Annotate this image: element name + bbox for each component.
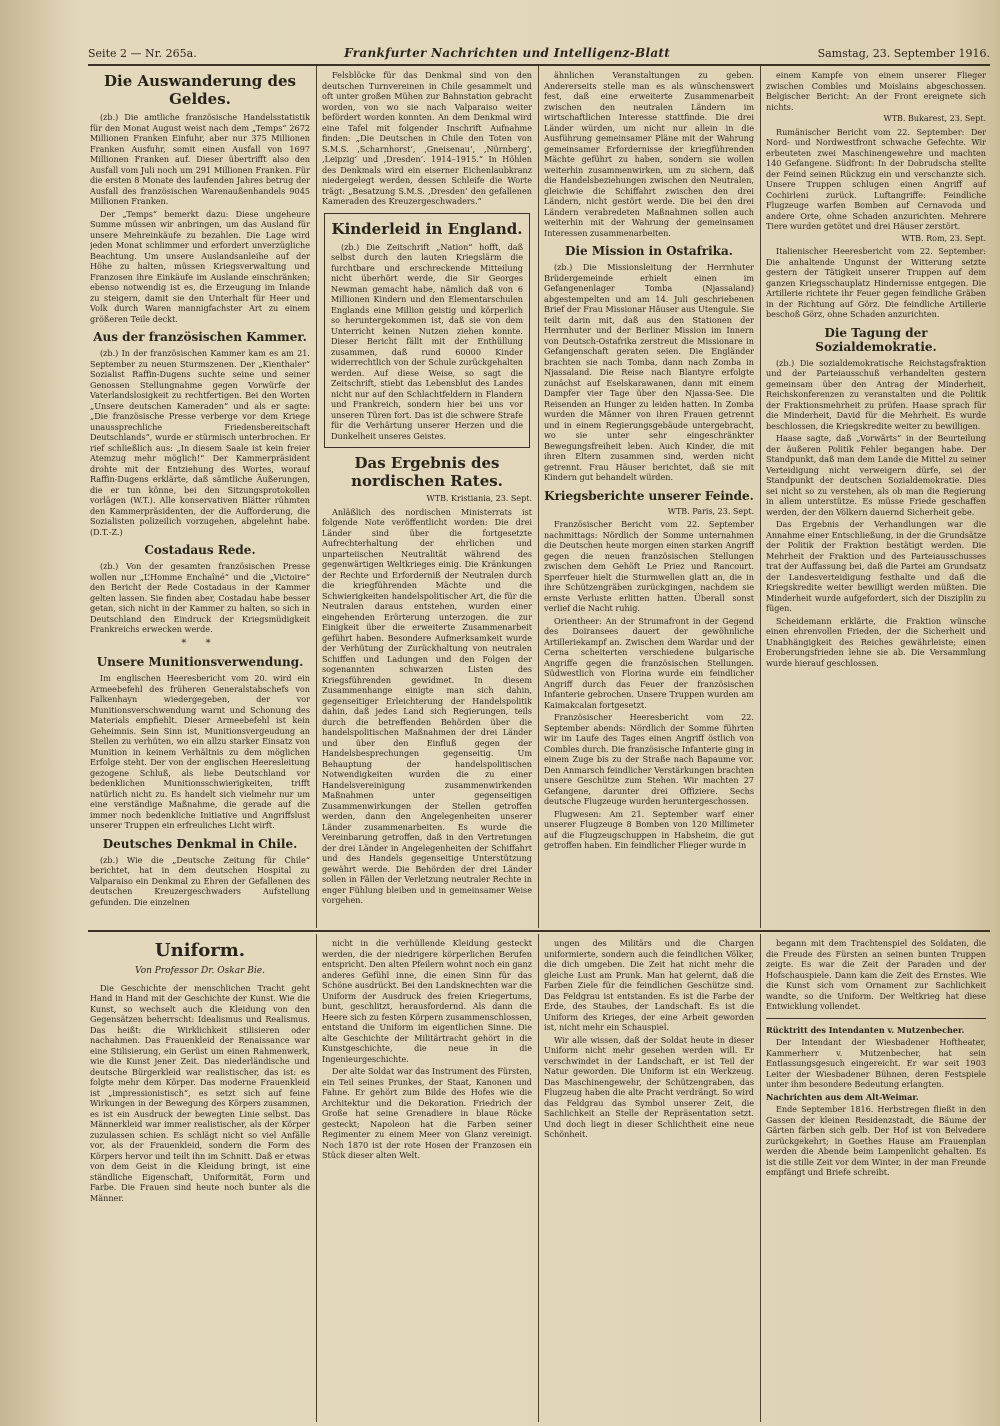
header-masthead: Frankfurter Nachrichten und Intelligenz-Blatt: [344, 46, 671, 60]
headline-costadau: Costadaus Rede.: [144, 543, 256, 557]
section-separator: * *: [181, 637, 219, 649]
page-binding-shadow: [0, 0, 80, 1426]
note-paragraph: Ende September 1816. Herbstregen fließt in den Gassen der kleinen Residenzstadt, die Bäume der Gärten färben sich gelb. Der Hof ist von Belvedere zurückgekehrt; in Goethes Hause am Frauenplan werden die Abende beim Lampenlicht gehalten. Es ist die stille Zeit vor dem Winter, in der man Freunde empfängt und Briefe schreibt.: [766, 1104, 986, 1177]
article-paragraph: Französischer Bericht vom 22. September nachmittags: Nördlich der Somme unternahmen die Deutschen heute morgen einen starken Angriff gegen die neuen französischen Stellungen zwischen dem Gehöft Le Priez und Rancourt. Sperrfeuer hielt die Sturmwellen glatt an, die in ihre Schützengräben zurückgingen, nachdem sie ernste Verluste erlitten hatten. Überall sonst verlief die Nacht ruhig.: [544, 519, 754, 613]
article-paragraph: (zb.) Die Zeitschrift „Nation“ hofft, daß selbst durch den lauten Kriegslärm die furchtbare und erschreckende Mitteilung nicht überhört werde, die Sir Georges Newman gemacht habe, nämlich daß von 6 Millionen Kindern und den Elementarschulen Englands eine Million geistig und körperlich so heruntergekommen ist, daß sie von dem Unterricht keinen Nutzen ziehen konnte. Dieser Bericht fällt mit der Enthüllung zusammen, daß rund 60000 Kinder widerrechtlich von der Schule zurückgehalten werden. Auf diese Weise, so sagt die Zeitschrift, stiebt das Lebensblut des Landes nicht nur auf den Schlachtfeldern in Flandern und Frankreich, sondern hier bei uns vor unseren Türen fort. Das ist die schwere Strafe für die Verhärtung unserer Herzen und die Dunkelheit unseres Geistes.: [331, 241, 523, 441]
feuilleton-paragraph: Die Geschichte der menschlichen Tracht geht Hand in Hand mit der Geschichte der Kunst. Wie die Kunst, so wechselt auch die Kleidung von den Gegensätzen beherrscht: Idealismus und Realismus. Das heißt: die Wirklichkeit stilisieren oder nachahmen. Das Frauenkleid der Renaissance war eine Stilisierung, ein Gerüst um einen Rahmenwerk, wie die Kunst jener Zeit. Das niederländische und deutsche Bürgerkleid war realistischer, das ist: es folgte mehr dem Körper. Das moderne Frauenkleid ist „impressionistisch“, es setzt sich auf feine Wirkungen in der Bewegung des Körpers zusammen, es ist ein Ausdruck der bewegten Linie selbst. Das Männerkleid war immer realistischer, als der Körper zuzulassen schien. Es schlägt nicht so viel Anfälle vor, als der Frauenkleid, sondern die Form des Körpers hervor und teilt ihn im Schnitt. Daß er etwas von dem Geist in die Kleidung bringt, ist eine ständliche Eigenschaft, Uniformität, Form und Farbe. Die Frauen sind heute noch bunter als die Männer.: [90, 982, 310, 1203]
feuilleton-column-4: [766, 938, 986, 1422]
byline: Von Professor Dr. Oskar Bie.: [135, 966, 265, 976]
feuilleton-paragraph: Der alte Soldat war das Instrument des Fürsten, ein Teil seines Prunkes, der Staat, Kanonen und Fahne. Er gehört zum Bilde des Hofes wie die Architektur und die Dekoration. Friedrich der Große hat seine Grenadiere in blaue Röcke gesteckt; Napoleon hat die Farben seiner Regimenter zu einem Meer von Glanz vereinigt. Noch 1870 ist der rote Hosen der Franzosen ein Stück dieser alten Welt.: [322, 1066, 532, 1160]
feuilleton-column-1: [90, 938, 310, 1422]
feuilleton-rule: [88, 930, 990, 932]
column-2: [322, 70, 532, 926]
article-paragraph: Flugwesen: Am 21. September warf einer unserer Flugzeuge 8 Bomben von 120 Millimeter auf die Flugzeugschuppen in Habsheim, die gut getroffen haben. Ein feindlicher Flieger wurde in: [544, 808, 754, 850]
note-rule: [766, 1018, 986, 1019]
headline-auswanderung: Die Auswanderung des Geldes.: [104, 72, 296, 108]
article-paragraph: Anläßlich des nordischen Ministerrats ist folgende Note veröffentlicht worden: Die drei Länder sind über die fortgesetzte Aufrechterhaltung der ehrlichen und unparteiischen Neutralität während des gegenwärtigen Weltkrieges einig. Die Kränkungen der Rechte und Erforderniß der Neutralen durch die kriegführenden Mächte und die Schwierigkeiten handelspolitischer Art, die für die Neutralen daraus entstehen, wurden einer eingehenden Erörterung unterzogen. die zur Einigkeit über die erweiterte Zusammenarbeit geführt haben. Besondere Aufmerksamkeit wurde der Verhütung der Zurückhaltung von neutralen Schiffen und Ladungen und den Folgen der sogenannten schwarzen Listen des Kriegsführenden gewidmet. In diesem Zusammenhange einigte man sich dahin, gegenseitiger Erleichterung der Handelspolitik dahin, daß jedes Land sich Regierungen, teils durch die betreffenden Behörden über die handelspolitischen Maßnahmen der drei Länder und über den Einfluß gegen der Handelsbesprechungen gegenseitig. Um Behauptung der handelspolitischen Notwendigkeiten wurden die zu einer Handelsvereinigung zusammenwirkenden Maßnahmen unter gegenseitigen Zusammenwirkungen der Stellen getroffen werden, dann den Angelegenheiten unserer Länder zusammenarbeiten. Es wurde die Vereinbarung getroffen, daß in den Vertretungen der drei Länder in Angelegenheiten der Schiffahrt und des Handels gegenseitige Unterstützung gewährt werde. Die Behörden der drei Länder sollen in Fällen der Verletzung neutraler Rechte in enger Fühlung bleiben und in gemeinsamer Weise vorgehen.: [322, 506, 532, 905]
headline-mission-ostafrika: Die Mission in Ostafrika.: [565, 244, 733, 258]
article-paragraph: (zb.) Von der gesamten französischen Presse wollen nur „L’Homme Enchaîné“ und die „Victoire“ den Bericht der Rede Costadaus in der Kammer gelten lassen. Sie finden aber, Costadau habe besser getan, sich nicht in der Kammer zu halten, so sich in Deutschland den Eindruck der Kriegsmüdigkeit Frankreichs erwecken werde.: [90, 561, 310, 634]
headline-nordischer-rat: Das Ergebnis des nordischen Rates.: [351, 454, 503, 490]
dateline: WTB. Bukarest, 23. Sept.: [883, 114, 986, 123]
header-page-number: Seite 2 — Nr. 265a.: [88, 46, 197, 60]
column-rule: [316, 66, 317, 928]
headline-denkmal-chile: Deutsches Denkmal in Chile.: [102, 836, 298, 851]
article-paragraph: (zb.) Die sozialdemokratische Reichstagsfraktion und der Parteiausschuß verhandelten gestern gemeinsam über den Antrag der Minderheit, Reichskonferenzen zu veranstalten und die Politik der Fraktionsmehrheit zu prüfen. Haase sprach für die Minderheit, David für die Mehrheit. Es wurde beschlossen, die Kriegskredite weiter zu bewilligen.: [766, 357, 986, 431]
dateline: WTB. Kristiania, 23. Sept.: [426, 494, 532, 503]
column-3: [544, 70, 754, 926]
dateline: WTB. Paris, 23. Sept.: [667, 506, 754, 516]
note-title: Nachrichten aus dem Alt-Weimar.: [766, 1091, 919, 1102]
article-paragraph: Italienischer Heeresbericht vom 22. September: Die anhaltende Ungunst der Witterung setzte gestern der Tätigkeit unserer Truppen auf dem ganzen Kriegsschauplatz Hindernisse entgegen. Die Artillerie richtete ihr Feuer gegen feindliche Gräben in der Richtung auf Görz. Die feindliche Artillerie beschoß Görz, ohne Schaden anzurichten.: [766, 246, 986, 319]
column-rule: [760, 66, 761, 928]
page-header: [88, 42, 990, 66]
feuilleton-column-3: [544, 938, 754, 1422]
article-paragraph: Orientheer: An der Strumafront in der Gegend des Doiransees dauert der gewöhnliche Artilleriekampf an. Zwischen dem Wardar und der Cerna scheiterten verschiedene bulgarische Angriffe gegen die französischen Stellungen. Südwestlich von Florina wurde ein feindlicher Angriff durch das Feuer der französischen Infanterie gebrochen. Unsere Truppen wurden am Kaimakcalan fortgesetzt.: [544, 615, 754, 710]
note-title: Rücktritt des Intendanten v. Mutzenbecher.: [766, 1024, 965, 1035]
column-rule: [316, 934, 317, 1422]
feuilleton-paragraph: nicht in die verhüllende Kleidung gesteckt werden, die der niedrigere körperlichen Berufen entspricht. Den alten Pfeilern wohnt noch ein ganz anderes Gefühl inne, die einen Sinn für das Schöne ausdrückt. Bei den Landsknechten war die Uniform der Ausdruck des freien Kriegertums, bunt, geschlitzt, herausfordernd. Als dann die Heere sich zu festen Körpern zusammenschlossen, entstand die Uniform im eigentlichen Sinne. Die alte Geschichte der Militärtracht gehört in die Kunstgeschichte, die neue in die Ingenieurgeschichte.: [322, 938, 532, 1064]
column-rule: [538, 934, 539, 1422]
headline-kriegsberichte: Kriegsberichte unserer Feinde.: [544, 488, 754, 503]
headline-munition: Unsere Munitionsverwendung.: [96, 655, 304, 669]
feuilleton-paragraph: begann mit dem Trachtenspiel des Soldaten, die die Freude des Fürsten an seinen bunten Truppen zeigte. Es war die Zeit der Paraden und der Hofschauspiele. Dann kam die Zeit des Ernstes. Wie die Kunst sich vom Ornament zur Sachlichkeit wandte, so die Uniform. Der Weltkrieg hat diese Entwicklung vollendet.: [766, 938, 986, 1011]
headline-kinderleid: Kinderleid in England.: [331, 219, 523, 238]
article-paragraph: (zb.) Die Missionsleitung der Herrnhuter Brüdergemeinde erhielt einen im Gefangenenlager Tomba (Njassaland) abgestempelten und am 14. Juli geschriebenen Brief der Frau Missionar Häuser aus Utengule. Sie teilt darin mit, daß aus den Stationen der Herrnhuter und der Berliner Mission im Innern von Deutsch-Ostafrika zerstreut die Missionare in Gefangenschaft geraten seien. Die Engländer brachten sie nach Tomba, dann nach Zomba in Njassaland. Die Reise nach Blantyre erfolgte zunächst auf Eselskarawanen, dann mit einem Dampfer vier Tage über den Njassa-See. Die Reisenden an Hunger zu leiden hatten. In Zomba wurden die Männer von ihren Frauen getrennt und in einem Regierungsgebäude untergebracht, wo sie unter sehr eingeschränkter Bewegungsfreiheit leben. Auch Kinder, die mit ihren Eltern zusammen sind, werden nicht getrennt. Frau Häuser berichtet, daß sie mit Kindern gut behandelt würden.: [544, 262, 754, 482]
headline-sozialdemokratie: Die Tagung der Sozialdemokratie.: [815, 325, 937, 354]
column-rule: [538, 66, 539, 928]
note-paragraph: Der Intendant der Wiesbadener Hoftheater, Kammerherr v. Mutzenbecher, hat sein Entlassungsgesuch eingereicht. Er war seit 1903 Leiter der Wiesbadener Bühnen, deren Festspiele unter ihm besondere Bedeutung erlangten.: [766, 1037, 986, 1089]
feuilleton-paragraph: Wir alle wissen, daß der Soldat heute in dieser Uniform nicht mehr gesehen werden will. Er verschwindet in der Landschaft, er ist Teil der Natur geworden. Die Uniform ist ein Werkzeug. Das Maschinengewehr, der Schützengraben, das Flugzeug haben die alte Pracht verdrängt. So wird das Feldgrau das Symbol unserer Zeit, die Sachlichkeit an Stelle der Repräsentation setzt. Und doch liegt in dieser Schlichtheit eine neue Schönheit.: [544, 1034, 754, 1139]
article-paragraph: ähnlichen Veranstaltungen zu geben. Andererseits stelle man es als wünschenswert fest, daß eine erweiterte Zusammenarbeit zwischen den neutralen Ländern im wirtschaftlichen Interesse stattfinde. Die drei Länder würden, um nicht nur allein in die Ausführung gemeinsamer Pläne mit der Wahrung gemeinsamer Erfordernisse der kriegführenden Mächte geführt zu haben, sondern sie wollen weiterhin zusammenwirken, um zu sichern, daß die Handelsbeziehungen zwischen den Neutralen, gleichwie die Schiffahrt zwischen den drei Ländern, nicht gestört werde. Die bei den drei Ländern verabredeten Maßnahmen sollen auch weiterhin mit der Wahrung der gemeinsamen Interessen zusammenarbeiten.: [544, 70, 754, 238]
article-paragraph: Französischer Heeresbericht vom 22. September abends: Nördlich der Somme führten wir im Laufe des Tages einen Angriff östlich von Combles durch. Die französische Infanterie ging in einem Zuge bis zu der Straße nach Bapaume vor. Den Anmarsch feindlicher Verstärkungen brachten unsere Geschütze zum Stehen. Wir machten 27 Gefangene, darunter drei Offiziere. Sechs deutsche Flugzeuge wurden heruntergeschossen.: [544, 712, 754, 806]
article-paragraph: (zb.) In der französischen Kammer kam es am 21. September zu neuen Sturmszenen. Der „Kienthaler“ Sozialist Raffin-Dugens suchte seine und seiner Genossen Stellungnahme gegen Vorwürfe der Vaterlandslosigkeit zu rechtfertigen. Bei den Worten „Unsere deutschen Kameraden“ und als er sagte: „Die französische Presse verberge vor dem Kriege unaussprechliche Friedensbereitschaft Deutschlands“, wurde er stürmisch unterbrochen. Er rief schließlich aus: „In diesem Saale ist kein freier Atemzug mehr möglich!“ Der Kammerpräsident drohte mit der Entziehung des Wortes, worauf Raffin-Dugens erklärte, daß sämtliche Äußerungen, die er tun könne, bei den Sitzungsprotokollen vorlägen (W.T.). Alle konservativen Blätter rühmten den Kammerpräsidenten, der die Aufforderung, die Sozialisten polizeilich vorzugehen, abgelehnt habe. (D.T.-Z.): [90, 348, 310, 537]
dateline: WTB. Rom, 23. Sept.: [901, 233, 986, 243]
article-paragraph: Felsblöcke für das Denkmal sind von den deutschen Turnvereinen in Chile gesammelt und oft unter großen Mühen zur Bahnstation gebracht worden, von wo sie nach Valparaiso weiter befördert worden konnten. An dem Denkmal wird eine Tafel mit folgender Inschrift Aufnahme finden: „Die Deutschen in Chile den Toten von S.M.S. ‚Scharnhorst‘, ‚Gneisenau‘, ‚Nürnberg‘, ‚Leipzig‘ und ‚Dresden‘. 1914–1915.“ In Höhlen des Denkmals wird ein eiserner Eichenlaubkranz niedergelegt werden, dessen Schleife die Worte trägt: „Besatzung S.M.S. ‚Dresden‘ den gefallenen Kameraden des Kreuzergeschwaders.“: [322, 70, 532, 206]
article-paragraph: Rumänischer Bericht vom 22. September: Der Nord- und Nordwestfront schwache Gefechte. Wir erbeuteten zwei Maschinengewehre und machten 140 Gefangene. Südfront: In der Dobrudscha stellte der Feind seinen Rückzug ein und verschanzte sich. Unsere Truppen schlugen einen Angriff auf Cochirleni zurück. Luftangriffe: Feindliche Flugzeuge warfen Bomben auf Cernavoda und andere Orte, ohne Schaden anzurichten. Mehrere Tiere wurden getötet und drei Häuser zerstört.: [766, 126, 986, 231]
column-4: [766, 70, 986, 926]
article-paragraph: Der „Temps“ bemerkt dazu: Diese ungeheure Summe müssen wir anbringen, um das Ausland für unsere Mehreinkäufe zu bezahlen. Die Lage wird jeden Monat schlimmer und erfordert unverzügliche Beachtung. Um unsere Auslandsanleihe auf der Höhe zu halten, müssen Kriegsverwaltung und Franzosen ihre Einkäufe im Auslande einschränken; ebenso notwendig ist es, die Erzeugung im Inlande zu steigern, damit sie den Unterhalt für Heer und Volk durch Waren mannigfachster Art zu einem größeren Teile deckt.: [90, 208, 310, 324]
article-paragraph: Haase sagte, daß „Vorwärts“ in der Beurteilung der äußeren Politik Fehler begangen habe. Der Standpunkt, daß man dem Lande die Mittel zu seiner Verteidigung nicht verweigern dürfe, sei der Standpunkt der deutschen Sozialdemokratie. Dies sei nicht so zu verstehen, als ob man die Regierung in allem unterstütze. Es müsse Friede geschaffen werden, der den Völkern dauernd Sicherheit gebe.: [766, 433, 986, 517]
column-1: [90, 70, 310, 926]
article-paragraph: einem Kampfe von einem unserer Flieger zwischen Combles und Moislains abgeschossen. Belgischer Bericht: An der Front ereignete sich nichts.: [766, 70, 986, 112]
article-paragraph: Scheidemann erklärte, die Fraktion wünsche einen ehrenvollen Frieden, der die Sicherheit und Unabhängigkeit des Reiches gewährleiste; einen Eroberungsfrieden lehne sie ab. Die Versammlung wurde hierauf geschlossen.: [766, 615, 986, 668]
article-paragraph: Das Ergebnis der Verhandlungen war die Annahme einer Entschließung, in der die Grundsätze der Politik der Fraktion bestätigt werden. Die Mehrheit der Fraktion und des Parteiausschusses trat der Auffassung bei, daß die Partei am Grundsatz der Landesverteidigung festhalte und daß die Kriegskredite weiter bewilligt werden müßten. Die Minderheit wurde aufgefordert, sich der Disziplin zu fügen.: [766, 519, 986, 613]
header-date: Samstag, 23. September 1916.: [817, 46, 990, 60]
feuilleton-column-2: [322, 938, 532, 1422]
article-paragraph: (zb.) Die amtliche französische Handelsstatistik für den Monat August weist nach dem „Temps“ 2672 Millionen Franken Einfuhr, aber nur 375 Millionen Franken Ausfuhr, somit einen Ausfall von 1697 Millionen Franken auf. Dieser übertrifft also den Ausfall vom Juli noch um 291 Millionen Franken. Für die ersten 8 Monate des laufenden Jahres betrug der Ausfall des französischen Warenaußenhandels 9045 Millionen Franken.: [90, 112, 310, 206]
headline-kammer: Aus der französischen Kammer.: [93, 330, 307, 344]
article-paragraph: Im englischen Heeresbericht vom 20. wird ein Armeebefehl des früheren Generalstabschefs von Falkenhayn wiedergegeben, der vor Munitionsverschwendung warnt und Schonung des Materials empfiehlt. Dieser Armeebefehl ist kein Geheimnis. Sein Sinn ist, Munitionsvergeudung an Stellen zu verhüten, wo ein allzu starker Einsatz von Munition in keinem Verhältnis zu dem möglichen Erfolge steht. Der von der englischen Heeresleitung gezogene Schluß, als liebe Deutschland vor bedenklichen Munitionsschwierigkeiten, trifft natürlich nicht zu. Es handelt sich vielmehr nur um eine verständige Maßnahme, die gerade auf die immer noch bedenkliche Initiative und Angriffslust unserer Truppen ein erfreuliches Licht wirft.: [90, 673, 310, 830]
headline-uniform: Uniform.: [154, 940, 246, 961]
feuilleton-paragraph: ungen des Militärs und die Chargen uniformierte, sondern auch die feindlichen Völker, die dich umgeben. Die Zeit hat nicht mehr die gleiche Lust am Prunk. Man hat gelernt, daß die Farben Ziele für die feindlichen Geschütze sind. Das Feldgrau ist entstanden. Es ist die Farbe der Erde, des Staubes, der Landschaft. Es ist die Uniform des Krieges, der eine Arbeit geworden ist, nicht mehr ein Schauspiel.: [544, 938, 754, 1032]
boxed-article-kinderleid: [324, 213, 530, 449]
article-paragraph: (zb.) Wie die „Deutsche Zeitung für Chile“ berichtet, hat in dem deutschen Hospital zu Valparaiso ein Denkmal zu Ehren der Gefallenen des deutschen Kreuzergeschwaders Aufstellung gefunden. Die einzelnen: [90, 854, 310, 907]
column-rule: [760, 934, 761, 1422]
